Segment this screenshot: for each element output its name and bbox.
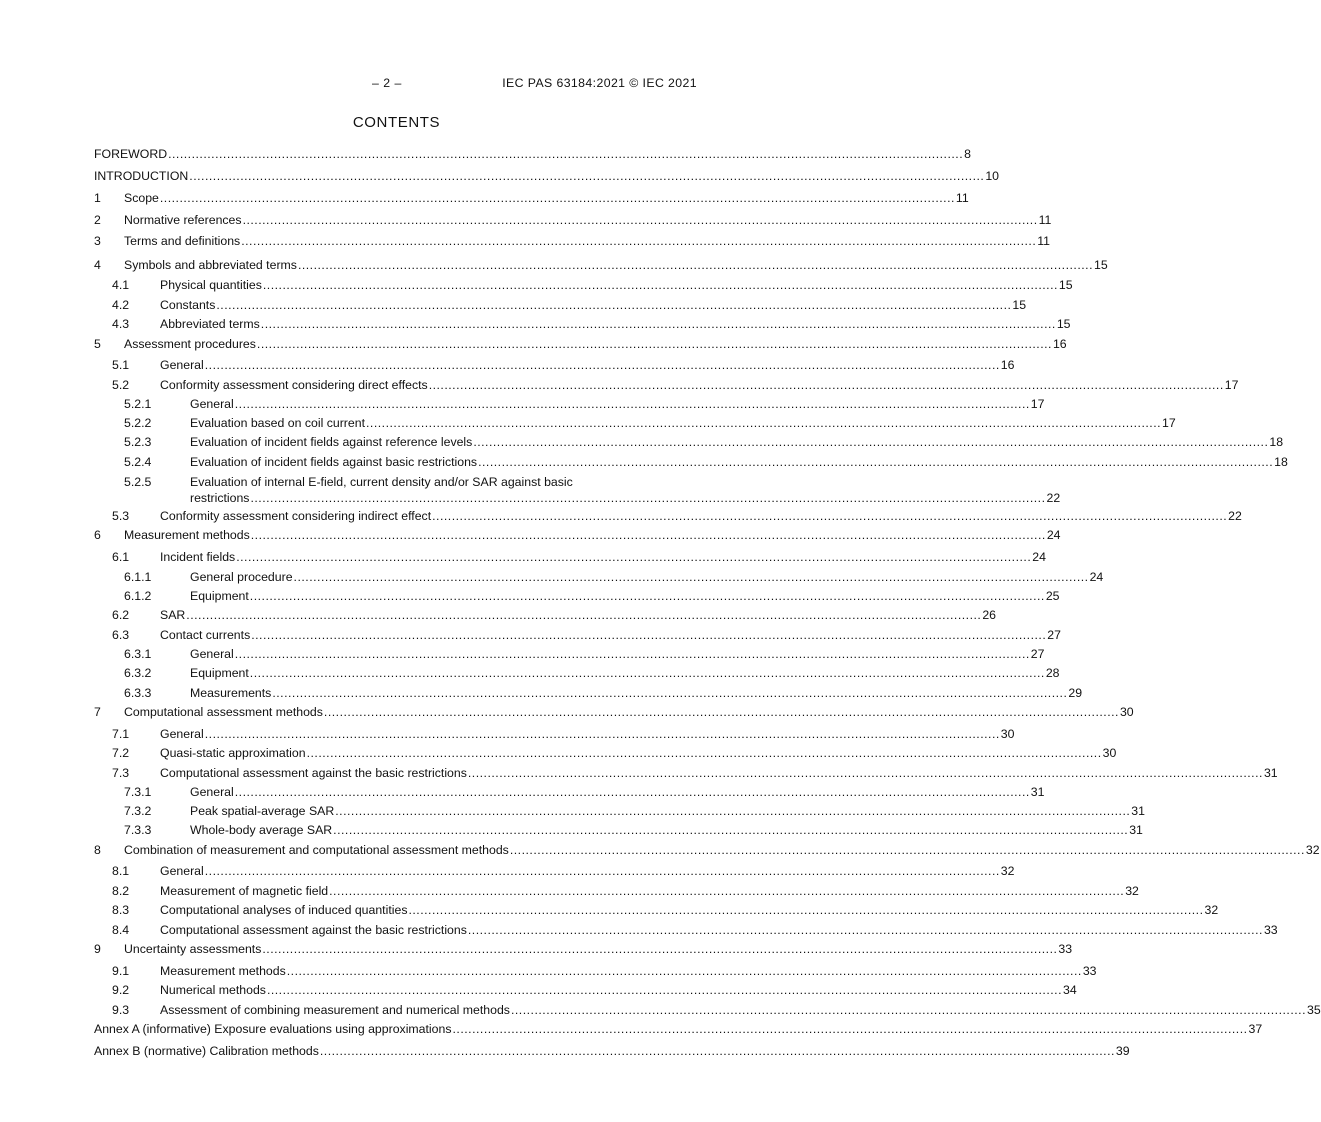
toc-entry-number: 8: [94, 843, 101, 857]
toc-entry-page: 22: [1046, 491, 1061, 505]
dot-leader: ...........................................................................................................................................................................................................: [242, 213, 1038, 227]
dot-leader: ...........................................................................................................................................................................................................: [478, 455, 1274, 469]
toc-entry-title: General: [160, 727, 204, 741]
toc-entry-title: Assessment procedures: [124, 337, 256, 351]
toc-entry-number: 5.2: [112, 378, 130, 392]
toc-entry-number: 6.3.2: [124, 666, 152, 680]
toc-entry-title: Scope: [124, 191, 159, 205]
toc-entry-page: 34: [1062, 983, 1077, 997]
toc-entry[interactable]: [94, 726, 1015, 742]
dot-leader: ...........................................................................................................................................................................................................: [216, 298, 1012, 312]
toc-entry-title: Whole-body average SAR: [190, 823, 333, 837]
toc-entry[interactable]: [94, 434, 1284, 450]
dot-leader: ...........................................................................................................................................................................................................: [250, 491, 1046, 505]
toc-entry-title: Measurement methods: [124, 528, 250, 542]
toc-entry-number: 9.2: [112, 983, 130, 997]
toc-entry-title: Uncertainty assessments: [124, 942, 262, 956]
toc-entry-number: 7.1: [112, 727, 130, 741]
toc-entry-title: Computational assessment against the basic restrictions: [160, 923, 467, 937]
dot-leader: ...........................................................................................................................................................................................................: [249, 589, 1045, 603]
dot-leader: ...........................................................................................................................................................................................................: [366, 416, 1162, 430]
toc-entry[interactable]: [94, 396, 1045, 412]
toc-entry-title: Computational assessment against the basic restrictions: [160, 766, 467, 780]
toc-entry-title: Terms and definitions: [124, 234, 241, 248]
toc-entry-title: Peak spatial-average SAR: [190, 804, 335, 818]
toc-entry[interactable]: [94, 297, 1027, 313]
toc-entry-page: 27: [1030, 647, 1045, 661]
toc-entry-title: INTRODUCTION: [94, 169, 189, 183]
toc-entry-title: Computational analyses of induced quantities: [160, 903, 408, 917]
page-number: – 2 –: [372, 76, 402, 90]
document-id: IEC PAS 63184:2021 © IEC 2021: [502, 76, 697, 90]
toc-entry-title: Evaluation based on coil current: [190, 416, 365, 430]
toc-entry-page: 15: [1093, 258, 1108, 272]
toc-entry-page: 8: [964, 147, 971, 161]
toc-entry-number: 9: [94, 942, 101, 956]
toc-entry-number: 5.3: [112, 509, 130, 523]
toc-entry[interactable]: [94, 454, 1288, 470]
toc-entry-number: 5.1: [112, 358, 130, 372]
toc-entry-page: 31: [1131, 804, 1145, 818]
toc-entry-title: Annex A (informative) Exposure evaluations using approximations: [94, 1022, 452, 1036]
toc-entry-page: 10: [985, 169, 1000, 183]
dot-leader: ...........................................................................................................................................................................................................: [204, 727, 1000, 741]
dot-leader: ...........................................................................................................................................................................................................: [432, 509, 1228, 523]
dot-leader: ...........................................................................................................................................................................................................: [293, 570, 1089, 584]
toc-entry-page: 15: [1012, 298, 1027, 312]
dot-leader: ...........................................................................................................................................................................................................: [168, 147, 964, 161]
toc-entry-page: 15: [1058, 278, 1073, 292]
toc-entry-title: Contact currents: [160, 628, 251, 642]
dot-leader: ...........................................................................................................................................................................................................: [204, 358, 1000, 372]
toc-entry-page: 18: [1274, 455, 1288, 469]
toc-entry-title: Incident fields: [160, 550, 236, 564]
toc-entry[interactable]: [94, 316, 1071, 332]
toc-entry-page: 24: [1032, 550, 1046, 564]
toc-entry[interactable]: [94, 607, 997, 623]
toc-entry-page: 32: [1000, 864, 1015, 878]
toc-entry-number: 8.1: [112, 864, 130, 878]
dot-leader: ...........................................................................................................................................................................................................: [234, 397, 1030, 411]
toc-entry-title: Conformity assessment considering indirect effect: [160, 509, 432, 523]
toc-entry-page: 31: [1263, 766, 1278, 780]
toc-entry[interactable]: [94, 1043, 1130, 1059]
dot-leader: ...........................................................................................................................................................................................................: [428, 378, 1224, 392]
dot-leader: ...........................................................................................................................................................................................................: [319, 1044, 1115, 1058]
dot-leader: ...........................................................................................................................................................................................................: [323, 705, 1119, 719]
toc-entry-page: 16: [1000, 358, 1015, 372]
toc-entry-number: 8.4: [112, 923, 130, 937]
toc-entry-page: 39: [1115, 1044, 1130, 1058]
toc-entry-title: Evaluation of internal E-field, current density and/or SAR against basic: [190, 475, 573, 489]
toc-entry-number: 5: [94, 337, 101, 351]
toc-entry-number: 7.3: [112, 766, 130, 780]
toc-entry-title: General: [190, 785, 234, 799]
dot-leader: ...........................................................................................................................................................................................................: [204, 864, 1000, 878]
toc-entry-title: General: [160, 864, 204, 878]
dot-leader: ...........................................................................................................................................................................................................: [510, 1003, 1306, 1017]
toc-entry[interactable]: [94, 803, 1145, 819]
toc-entry-number: 4.3: [112, 317, 130, 331]
toc-entry-page: 30: [1119, 705, 1134, 719]
toc-entry[interactable]: [94, 627, 1061, 643]
dot-leader: ...........................................................................................................................................................................................................: [260, 317, 1056, 331]
toc-entry-number: 7.3.3: [124, 823, 152, 837]
toc-entry-title: Physical quantities: [160, 278, 262, 292]
toc-entry-page: 11: [955, 191, 969, 205]
toc-entry-number: 6.3.1: [124, 647, 152, 661]
dot-leader: ...........................................................................................................................................................................................................: [333, 823, 1129, 837]
toc-entry-title: Conformity assessment considering direct effects: [160, 378, 428, 392]
toc-entry-page: 29: [1068, 686, 1083, 700]
toc-entry-page: 32: [1305, 843, 1320, 857]
toc-entry[interactable]: [94, 527, 1061, 543]
toc-entry-title: General: [190, 397, 234, 411]
toc-entry-page: 37: [1248, 1022, 1263, 1036]
toc-entry-title: Equipment: [190, 666, 249, 680]
toc-entry[interactable]: [94, 842, 1320, 858]
toc-entry-number: 7: [94, 705, 101, 719]
toc-entry-page: 18: [1269, 435, 1284, 449]
toc-entry-page: 17: [1224, 378, 1239, 392]
page-title: CONTENTS: [352, 114, 441, 131]
toc-entry-title: Symbols and abbreviated terms: [124, 258, 297, 272]
toc-entry-number: 6.1.2: [124, 589, 152, 603]
toc-entry-title: General: [160, 358, 204, 372]
toc-entry[interactable]: [94, 569, 1104, 585]
toc-entry[interactable]: [94, 336, 1067, 352]
toc-entry-page: 17: [1162, 416, 1176, 430]
toc-entry-number: 7.2: [112, 746, 130, 760]
dot-leader: ...........................................................................................................................................................................................................: [236, 550, 1032, 564]
dot-leader: ...........................................................................................................................................................................................................: [297, 258, 1093, 272]
toc-entry-page: 30: [1102, 746, 1117, 760]
toc-entry-page: 16: [1052, 337, 1067, 351]
toc-entry-page: 22: [1228, 509, 1242, 523]
toc-entry-title: Evaluation of incident fields against basic restrictions: [190, 455, 478, 469]
toc-entry-title: Constants: [160, 298, 216, 312]
toc-entry-number: 4: [94, 258, 101, 272]
toc-entry-page: 33: [1082, 964, 1097, 978]
dot-leader: ...........................................................................................................................................................................................................: [286, 964, 1082, 978]
toc-entry-number: 9.1: [112, 964, 130, 978]
toc-entry-number: 6: [94, 528, 101, 542]
toc-entry-title: Computational assessment methods: [124, 705, 323, 719]
toc-entry[interactable]: [94, 588, 1060, 604]
toc-entry[interactable]: [94, 704, 1134, 720]
toc-entry-number: 8.3: [112, 903, 130, 917]
toc-entry-title: Abbreviated terms: [160, 317, 260, 331]
toc-entry-number: 8.2: [112, 884, 130, 898]
dot-leader: ...........................................................................................................................................................................................................: [256, 337, 1052, 351]
toc-entry[interactable]: [94, 233, 1051, 249]
toc-entry-number: 4.2: [112, 298, 130, 312]
toc-entry-page: 31: [1129, 823, 1143, 837]
toc-entry-page: 11: [1037, 234, 1051, 248]
dot-leader: ...........................................................................................................................................................................................................: [234, 785, 1030, 799]
toc-entry-page: 33: [1058, 942, 1073, 956]
toc-entry-title: Measurements: [190, 686, 272, 700]
dot-leader: ...........................................................................................................................................................................................................: [159, 191, 955, 205]
toc-entry[interactable]: [94, 941, 1073, 957]
toc-entry-page: 24: [1046, 528, 1061, 542]
toc-entry-title: Annex B (normative) Calibration methods: [94, 1044, 319, 1058]
toc-entry[interactable]: [94, 982, 1077, 998]
toc-entry-number: 6.3: [112, 628, 130, 642]
toc-entry-page: 15: [1056, 317, 1071, 331]
toc-entry[interactable]: [94, 1002, 1321, 1018]
toc-entry[interactable]: [94, 377, 1239, 393]
dot-leader: ...........................................................................................................................................................................................................: [262, 942, 1058, 956]
dot-leader: ...........................................................................................................................................................................................................: [186, 608, 982, 622]
dot-leader: ...........................................................................................................................................................................................................: [189, 169, 985, 183]
toc-entry-page: 35: [1307, 1003, 1321, 1017]
toc-entry-page: 11: [1038, 213, 1052, 227]
toc-entry[interactable]: [94, 415, 1176, 431]
toc-entry-number: 7.3.2: [124, 804, 152, 818]
toc-entry-page: 17: [1030, 397, 1045, 411]
dot-leader: ...........................................................................................................................................................................................................: [266, 983, 1062, 997]
dot-leader: ...........................................................................................................................................................................................................: [329, 884, 1125, 898]
toc-entry-number: 5.2.2: [124, 416, 152, 430]
dot-leader: ...........................................................................................................................................................................................................: [473, 435, 1269, 449]
toc-entry[interactable]: [94, 822, 1143, 838]
toc-entry-title: Combination of measurement and computational assessment methods: [124, 843, 509, 857]
toc-entry-number: 6.3.3: [124, 686, 152, 700]
dot-leader: ...........................................................................................................................................................................................................: [306, 746, 1102, 760]
toc-entry[interactable]: [94, 508, 1242, 524]
toc-entry-page: 32: [1125, 884, 1139, 898]
toc-entry-page: 26: [982, 608, 997, 622]
toc-entry-number: 6.1: [112, 550, 130, 564]
toc-entry-title-continued: restrictions: [190, 491, 250, 505]
dot-leader: ...........................................................................................................................................................................................................: [452, 1022, 1248, 1036]
toc-entry-page: 28: [1045, 666, 1060, 680]
toc-entry-title: General: [190, 647, 234, 661]
dot-leader: ...........................................................................................................................................................................................................: [251, 628, 1047, 642]
toc-entry[interactable]: [94, 863, 1015, 879]
toc-entry[interactable]: [94, 745, 1117, 761]
toc-entry[interactable]: [94, 474, 1061, 506]
toc-entry-number: 3: [94, 234, 101, 248]
dot-leader: ...........................................................................................................................................................................................................: [249, 666, 1045, 680]
toc-entry[interactable]: [94, 357, 1015, 373]
dot-leader: ...........................................................................................................................................................................................................: [234, 647, 1030, 661]
dot-leader: ...........................................................................................................................................................................................................: [408, 903, 1204, 917]
toc-entry-page: 32: [1204, 903, 1219, 917]
toc-entry-title: SAR: [160, 608, 186, 622]
toc-entry-number: 5.2.1: [124, 397, 152, 411]
toc-entry-title: Evaluation of incident fields against reference levels: [190, 435, 473, 449]
toc-entry[interactable]: [94, 902, 1219, 918]
toc-entry-number: 5.2.5: [124, 475, 152, 489]
toc-entry[interactable]: [94, 922, 1278, 938]
toc-entry-title: Measurement methods: [160, 964, 286, 978]
toc-entry[interactable]: [94, 665, 1060, 681]
dot-leader: ...........................................................................................................................................................................................................: [250, 528, 1046, 542]
page-header: [0, 76, 793, 92]
toc-entry[interactable]: [94, 190, 969, 206]
toc-entry[interactable]: [94, 257, 1108, 273]
toc-entry-page: 31: [1030, 785, 1045, 799]
toc-entry-title: General procedure: [190, 570, 293, 584]
toc-entry-number: 6.1.1: [124, 570, 152, 584]
toc-entry-number: 9.3: [112, 1003, 130, 1017]
toc-entry-number: 5.2.3: [124, 435, 152, 449]
toc-entry-page: 30: [1000, 727, 1015, 741]
dot-leader: ...........................................................................................................................................................................................................: [467, 923, 1263, 937]
toc-entry-number: 2: [94, 213, 101, 227]
toc-entry[interactable]: [94, 963, 1097, 979]
toc-entry[interactable]: [94, 784, 1045, 800]
dot-leader: ...........................................................................................................................................................................................................: [467, 766, 1263, 780]
toc-entry-page: 25: [1045, 589, 1060, 603]
toc-entry-title: FOREWORD: [94, 147, 168, 161]
toc-entry-number: 4.1: [112, 278, 130, 292]
toc-entry[interactable]: [94, 685, 1083, 701]
toc-entry[interactable]: [94, 883, 1139, 899]
toc-entry[interactable]: [94, 549, 1046, 565]
toc-entry[interactable]: [94, 146, 971, 162]
toc-entry-number: 5.2.4: [124, 455, 152, 469]
toc-entry-number: 6.2: [112, 608, 130, 622]
toc-entry-number: 1: [94, 191, 101, 205]
dot-leader: ...........................................................................................................................................................................................................: [335, 804, 1131, 818]
dot-leader: ...........................................................................................................................................................................................................: [272, 686, 1068, 700]
toc-entry-number: 7.3.1: [124, 785, 152, 799]
toc-entry-title: Normative references: [124, 213, 242, 227]
dot-leader: ...........................................................................................................................................................................................................: [509, 843, 1305, 857]
toc-entry[interactable]: [94, 765, 1278, 781]
toc-entry-page: 27: [1047, 628, 1061, 642]
toc-entry-page: 24: [1089, 570, 1104, 584]
toc-entry-page: 33: [1263, 923, 1278, 937]
toc-entry-title: Quasi-static approximation: [160, 746, 306, 760]
toc-entry[interactable]: [94, 212, 1052, 228]
toc-entry[interactable]: [94, 168, 1000, 184]
toc-entry[interactable]: [94, 646, 1045, 662]
dot-leader: ...........................................................................................................................................................................................................: [262, 278, 1058, 292]
toc-entry-title: Numerical methods: [160, 983, 266, 997]
toc-entry-title: Assessment of combining measurement and numerical methods: [160, 1003, 510, 1017]
dot-leader: ...........................................................................................................................................................................................................: [241, 234, 1037, 248]
toc-entry[interactable]: [94, 277, 1073, 293]
toc-entry[interactable]: [94, 1021, 1263, 1037]
toc-entry-title: Measurement of magnetic field: [160, 884, 329, 898]
toc-entry-title: Equipment: [190, 589, 249, 603]
